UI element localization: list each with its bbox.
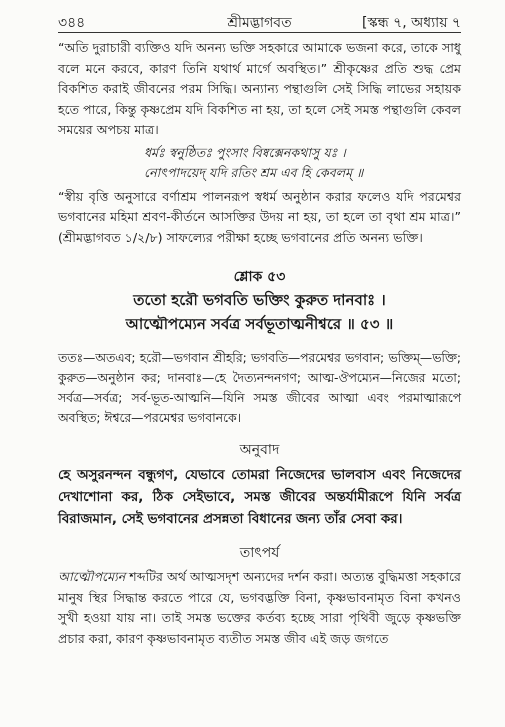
sloka-line-1: ততো হরৌ ভগবতি ভক্তিং কুরুত দানবাঃ । [133, 291, 386, 309]
translation-text: হে অসুরনন্দন বন্ধুগণ, যেভাবে তোমরা নিজেদের ভালবাস এবং নিজেদের দেখাশোনা কর, ঠিক সেইভাবে, সমস্ত জীবের অন্তর্যামীরূপে যিনি সর্বত্র বিরাজমান, সেই ভগবানের প্রসন্নতা বিধানের জন্য তাঁর সেবা কর। [58, 467, 461, 527]
page-number: ৩৪৪ [58, 15, 86, 31]
word-for-word-synonyms: ততঃ—অতএব; হরৌ—ভগবান শ্রীহরি; ভগবতি—পরমেশ্বর ভগবান; ভক্তিম্—ভক্তি; কুরুত—অনুষ্ঠান কর; দানবাঃ—হে দৈত্যনন্দনগণ; আত্ম-ঔপম্যেন—নিজের মতো; সর্বত্র—সর্বত্র; সর্ব-ভূত-আত্মনি—যিনি সমস্ত জীবের আত্মা এবং পরমাত্মারূপে অবস্থিত; ঈশ্বরে—পরমেশ্বর ভগবানকে। [58, 351, 461, 425]
chapter-reference: [স্কন্ধ ৭, অধ্যায় ৭ [362, 15, 461, 31]
quote-paragraph: “স্বীয় বৃত্তি অনুসারে বর্ণাশ্রম পালনরূপ স্বধর্ম অনুষ্ঠান করার ফলেও যদি পরমেশ্বর ভগবানের মহিমা শ্রবণ-কীর্তনে আসক্তির উদয় না হয়, তা হলে তা বৃথা শ্রম মাত্র।” (শ্রীমদ্ভাগবত ১/২/৮) সাফল্যের পরীক্ষা হচ্ছে ভগবানের প্রতি অনন্য ভক্তি। [58, 188, 461, 245]
purport-term: আত্মৌপম্যেন [58, 569, 126, 584]
verse-line-2: নোৎপাদয়েদ্ যদি রতিং শ্রম এব হি কেবলম্ ॥ [144, 164, 364, 180]
sloka-heading: শ্লোক ৫৩ [233, 269, 286, 285]
verse-line-1: ধর্মঃ স্বনুষ্ঠিতঃ পুংসাং বিষ্বক্সেনকথাসু যঃ । [144, 144, 346, 160]
purport-text: শব্দটির অর্থ আত্মসদৃশ অন্যদের দর্শন করা। অত্যন্ত বুদ্ধিমত্তা সহকারে মানুষ স্থির সিদ্ধান্ত করতে পারে যে, ভগবদ্ভক্তি বিনা, কৃষ্ণভাবনামৃত বিনা কখনও সুখী হওয়া যায় না। তাই সমস্ত ভক্তের কর্তব্য হচ্ছে সারা পৃথিবী জুড়ে কৃষ্ণভক্তি প্রচার করা, কারণ কৃষ্ণভাবনামৃত ব্যতীত সমস্ত জীব এই জড় জগতে [58, 569, 461, 646]
page-header [58, 11, 461, 31]
page-body [58, 38, 461, 649]
purport-paragraph [58, 567, 461, 649]
sloka-line-2: আত্মৌপম্যেন সর্বত্র সর্বভূতাত্মনীশ্বরে ॥ ৫৩ ॥ [125, 315, 394, 333]
running-title: শ্রীমদ্ভাগবত [227, 15, 292, 31]
purport-heading: তাৎপর্য [239, 544, 280, 561]
translation-heading: অনুবাদ [239, 442, 280, 458]
header-rule [58, 32, 461, 33]
verse-quote [58, 143, 461, 183]
intro-paragraph: “অতি দুরাচারী ব্যক্তিও যদি অনন্য ভক্তি সহকারে আমাকে ভজনা করে, তাকে সাধু বলে মনে করবে, কারণ তিনি যথার্থ মার্গে অবস্থিত।” শ্রীকৃষ্ণের প্রতি শুদ্ধ প্রেম বিকশিত করাই জীবনের পরম সিদ্ধি। অন্যান্য পন্থাগুলি সেই সিদ্ধি লাভের সহায়ক হতে পারে, কিন্তু কৃষ্ণপ্রেম যদি বিকশিত না হয়, তা হলে সেই সমস্ত পন্থাগুলি কেবল সময়ের অপচয় মাত্র। [58, 40, 461, 137]
